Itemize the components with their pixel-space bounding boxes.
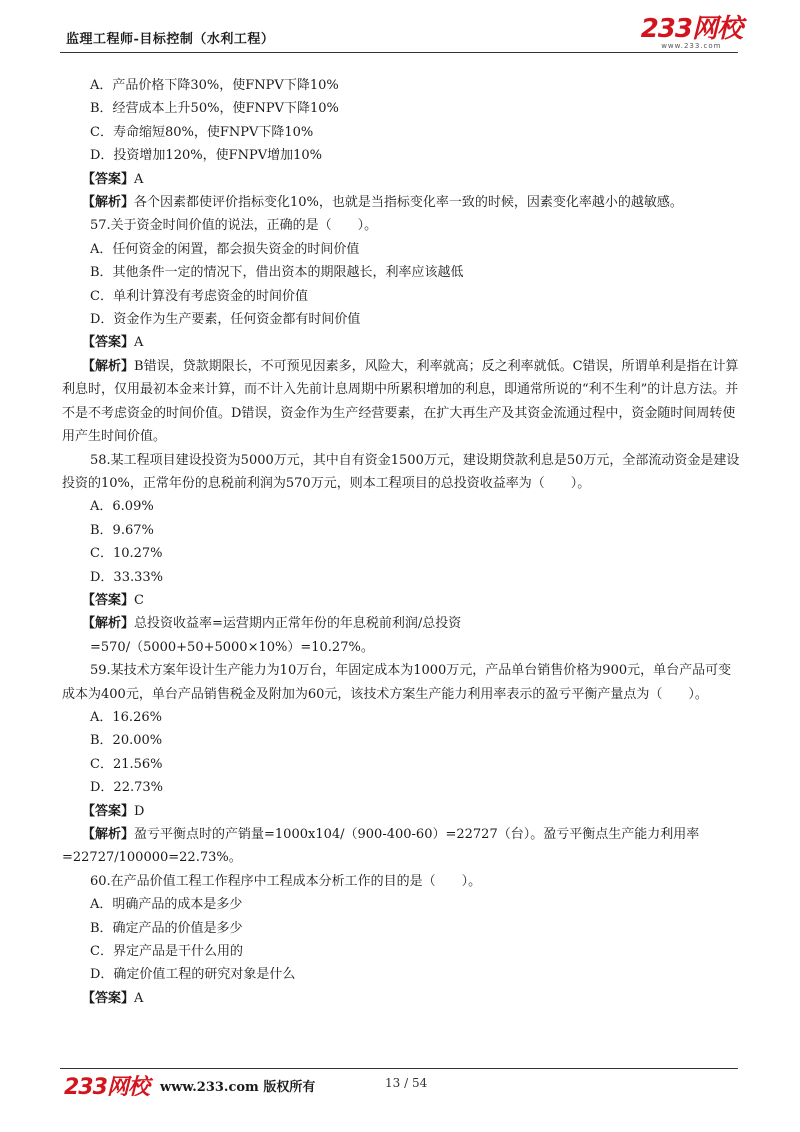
footer-copyright: www.233.com 版权所有 xyxy=(160,1080,316,1095)
line-tag: 【解析】 xyxy=(82,827,135,842)
option-line xyxy=(62,495,744,518)
line-text: D．33.33% xyxy=(90,569,163,585)
option-line xyxy=(62,753,744,776)
line-text: B．20.00% xyxy=(90,733,163,749)
option-line xyxy=(62,776,744,799)
line-text: A．6.09% xyxy=(90,499,154,515)
line-tag: 【解析】 xyxy=(82,195,135,211)
line-text: 58.某工程项目建设投资为5000万元，其中自有资金1500万元，建设期贷款利息是50万元，全部流动资金是建设投资的10%，正常年份的息税前利润为570万元，则本工程项目的总投资收益率为（ ）。 xyxy=(62,452,740,491)
document-body xyxy=(62,74,744,1010)
line-text: C．界定产品是干什么用的 xyxy=(90,944,243,960)
option-line xyxy=(62,285,744,308)
option-line xyxy=(62,542,744,565)
line-tag: 【解析】 xyxy=(82,358,135,374)
line-text: 总投资收益率=运营期内正常年份的年息税前利润/总投资 xyxy=(134,616,462,632)
line-text: 盈亏平衡点时的产销量=1000x104/（900-400-60）=22727（台）。盈亏平衡点生产能力利用率=22727/100000=22.73%。 xyxy=(62,827,700,866)
option-line xyxy=(62,519,744,542)
line-text: B．确定产品的价值是多少 xyxy=(90,920,243,936)
line-tag: 【答案】 xyxy=(82,990,135,1006)
line-text: D xyxy=(134,803,145,819)
footer-divider xyxy=(60,1068,738,1069)
line-tag: 【答案】 xyxy=(82,592,135,608)
line-text: A．任何资金的闲置，都会损失资金的时间价值 xyxy=(90,241,360,257)
answer-line xyxy=(62,612,744,635)
header-divider xyxy=(60,52,738,53)
line-tag: 【解析】 xyxy=(82,616,135,632)
line-text: A xyxy=(134,171,144,187)
line-text: C．21.56% xyxy=(90,756,163,772)
option-line xyxy=(62,74,744,97)
line-text: D．确定价值工程的研究对象是什么 xyxy=(90,967,296,983)
answer-line xyxy=(62,987,744,1010)
option-line xyxy=(62,893,744,916)
line-tag: 【答案】 xyxy=(82,335,135,351)
line-text: B错误，贷款期限长，不可预见因素多，风险大，利率就高；反之利率就低。C错误，所谓单利是指在计算利息时，仅用最初本金来计算，而不计入先前计息周期中所累积增加的利息，即通常所说的“利不生利”的计息方法。并不是不考虑资金的时间价值。D错误，资金作为生产经营要素，在扩大再生产及其资金流通过程中，资金随时间周转使用产生时间价值。 xyxy=(62,358,739,445)
option-line xyxy=(62,566,744,589)
answer-line xyxy=(62,589,744,612)
option-line xyxy=(62,238,744,261)
question-line xyxy=(62,214,744,237)
line-text: 各个因素都使评价指标变化10%，也就是当指标变化率一致的时候，因素变化率越小的越敏感。 xyxy=(134,195,683,211)
calculation-line xyxy=(62,636,744,659)
page-number: 13 / 54 xyxy=(385,1076,428,1090)
option-line xyxy=(62,940,744,963)
line-text: D．投资增加120%，使FNPV增加10% xyxy=(90,148,323,164)
line-text: A xyxy=(134,990,144,1006)
line-text: A xyxy=(134,335,144,351)
line-text: D．22.73% xyxy=(90,780,163,796)
logo-url: www.233.com xyxy=(661,42,722,50)
line-text: B．9.67% xyxy=(90,522,154,538)
line-text: 59.某技术方案年设计生产能力为10万台，年固定成本为1000万元，产品单台销售价格为900元，单台产品可变成本为400元，单台产品销售税金及附加为60元，该技术方案生产能力利用率表示的盈亏平衡产量点为（ ）。 xyxy=(62,663,732,702)
line-tag: 【答案】 xyxy=(82,803,135,819)
line-text: B．其他条件一定的情况下，借出资本的期限越长，利率应该越低 xyxy=(90,265,464,281)
answer-line xyxy=(62,800,744,823)
option-line xyxy=(62,121,744,144)
line-text: A．产品价格下降30%，使FNPV下降10% xyxy=(90,78,339,93)
line-text: 57.关于资金时间价值的说法，正确的是（ ）。 xyxy=(90,218,378,234)
header-title: 监理工程师-目标控制（水利工程） xyxy=(66,32,275,47)
option-line xyxy=(62,706,744,729)
question-line xyxy=(62,449,744,496)
line-text: =570/（5000+50+5000×10%）=10.27%。 xyxy=(90,639,374,655)
line-text: 60.在产品价值工程工作程序中工程成本分析工作的目的是（ ）。 xyxy=(90,873,482,889)
option-line xyxy=(62,917,744,940)
option-line xyxy=(62,308,744,331)
question-line xyxy=(62,659,744,706)
line-text: C．10.27% xyxy=(90,546,163,562)
option-line xyxy=(62,144,744,167)
answer-line xyxy=(62,355,744,449)
answer-line xyxy=(62,168,744,191)
footer-logo[interactable]: 233网校 xyxy=(64,1075,149,1100)
line-text: D．资金作为生产要素，任何资金都有时间价值 xyxy=(90,312,361,328)
logo-text: 233网校 xyxy=(640,14,742,44)
line-tag: 【答案】 xyxy=(82,171,135,187)
line-text: C．寿命缩短80%，使FNPV下降10% xyxy=(90,124,314,140)
line-text: A．16.26% xyxy=(90,709,162,725)
answer-line xyxy=(62,331,744,354)
answer-line xyxy=(62,823,744,870)
option-line xyxy=(62,729,744,752)
line-text: C．单利计算没有考虑资金的时间价值 xyxy=(90,288,308,304)
line-text: B．经营成本上升50%，使FNPV下降10% xyxy=(90,101,339,117)
option-line xyxy=(62,97,744,120)
line-text: C xyxy=(134,592,144,608)
brand-logo[interactable] xyxy=(641,16,742,50)
answer-line xyxy=(62,191,744,214)
line-text: A．明确产品的成本是多少 xyxy=(90,897,243,913)
option-line xyxy=(62,261,744,284)
question-line xyxy=(62,870,744,893)
option-line xyxy=(62,963,744,986)
